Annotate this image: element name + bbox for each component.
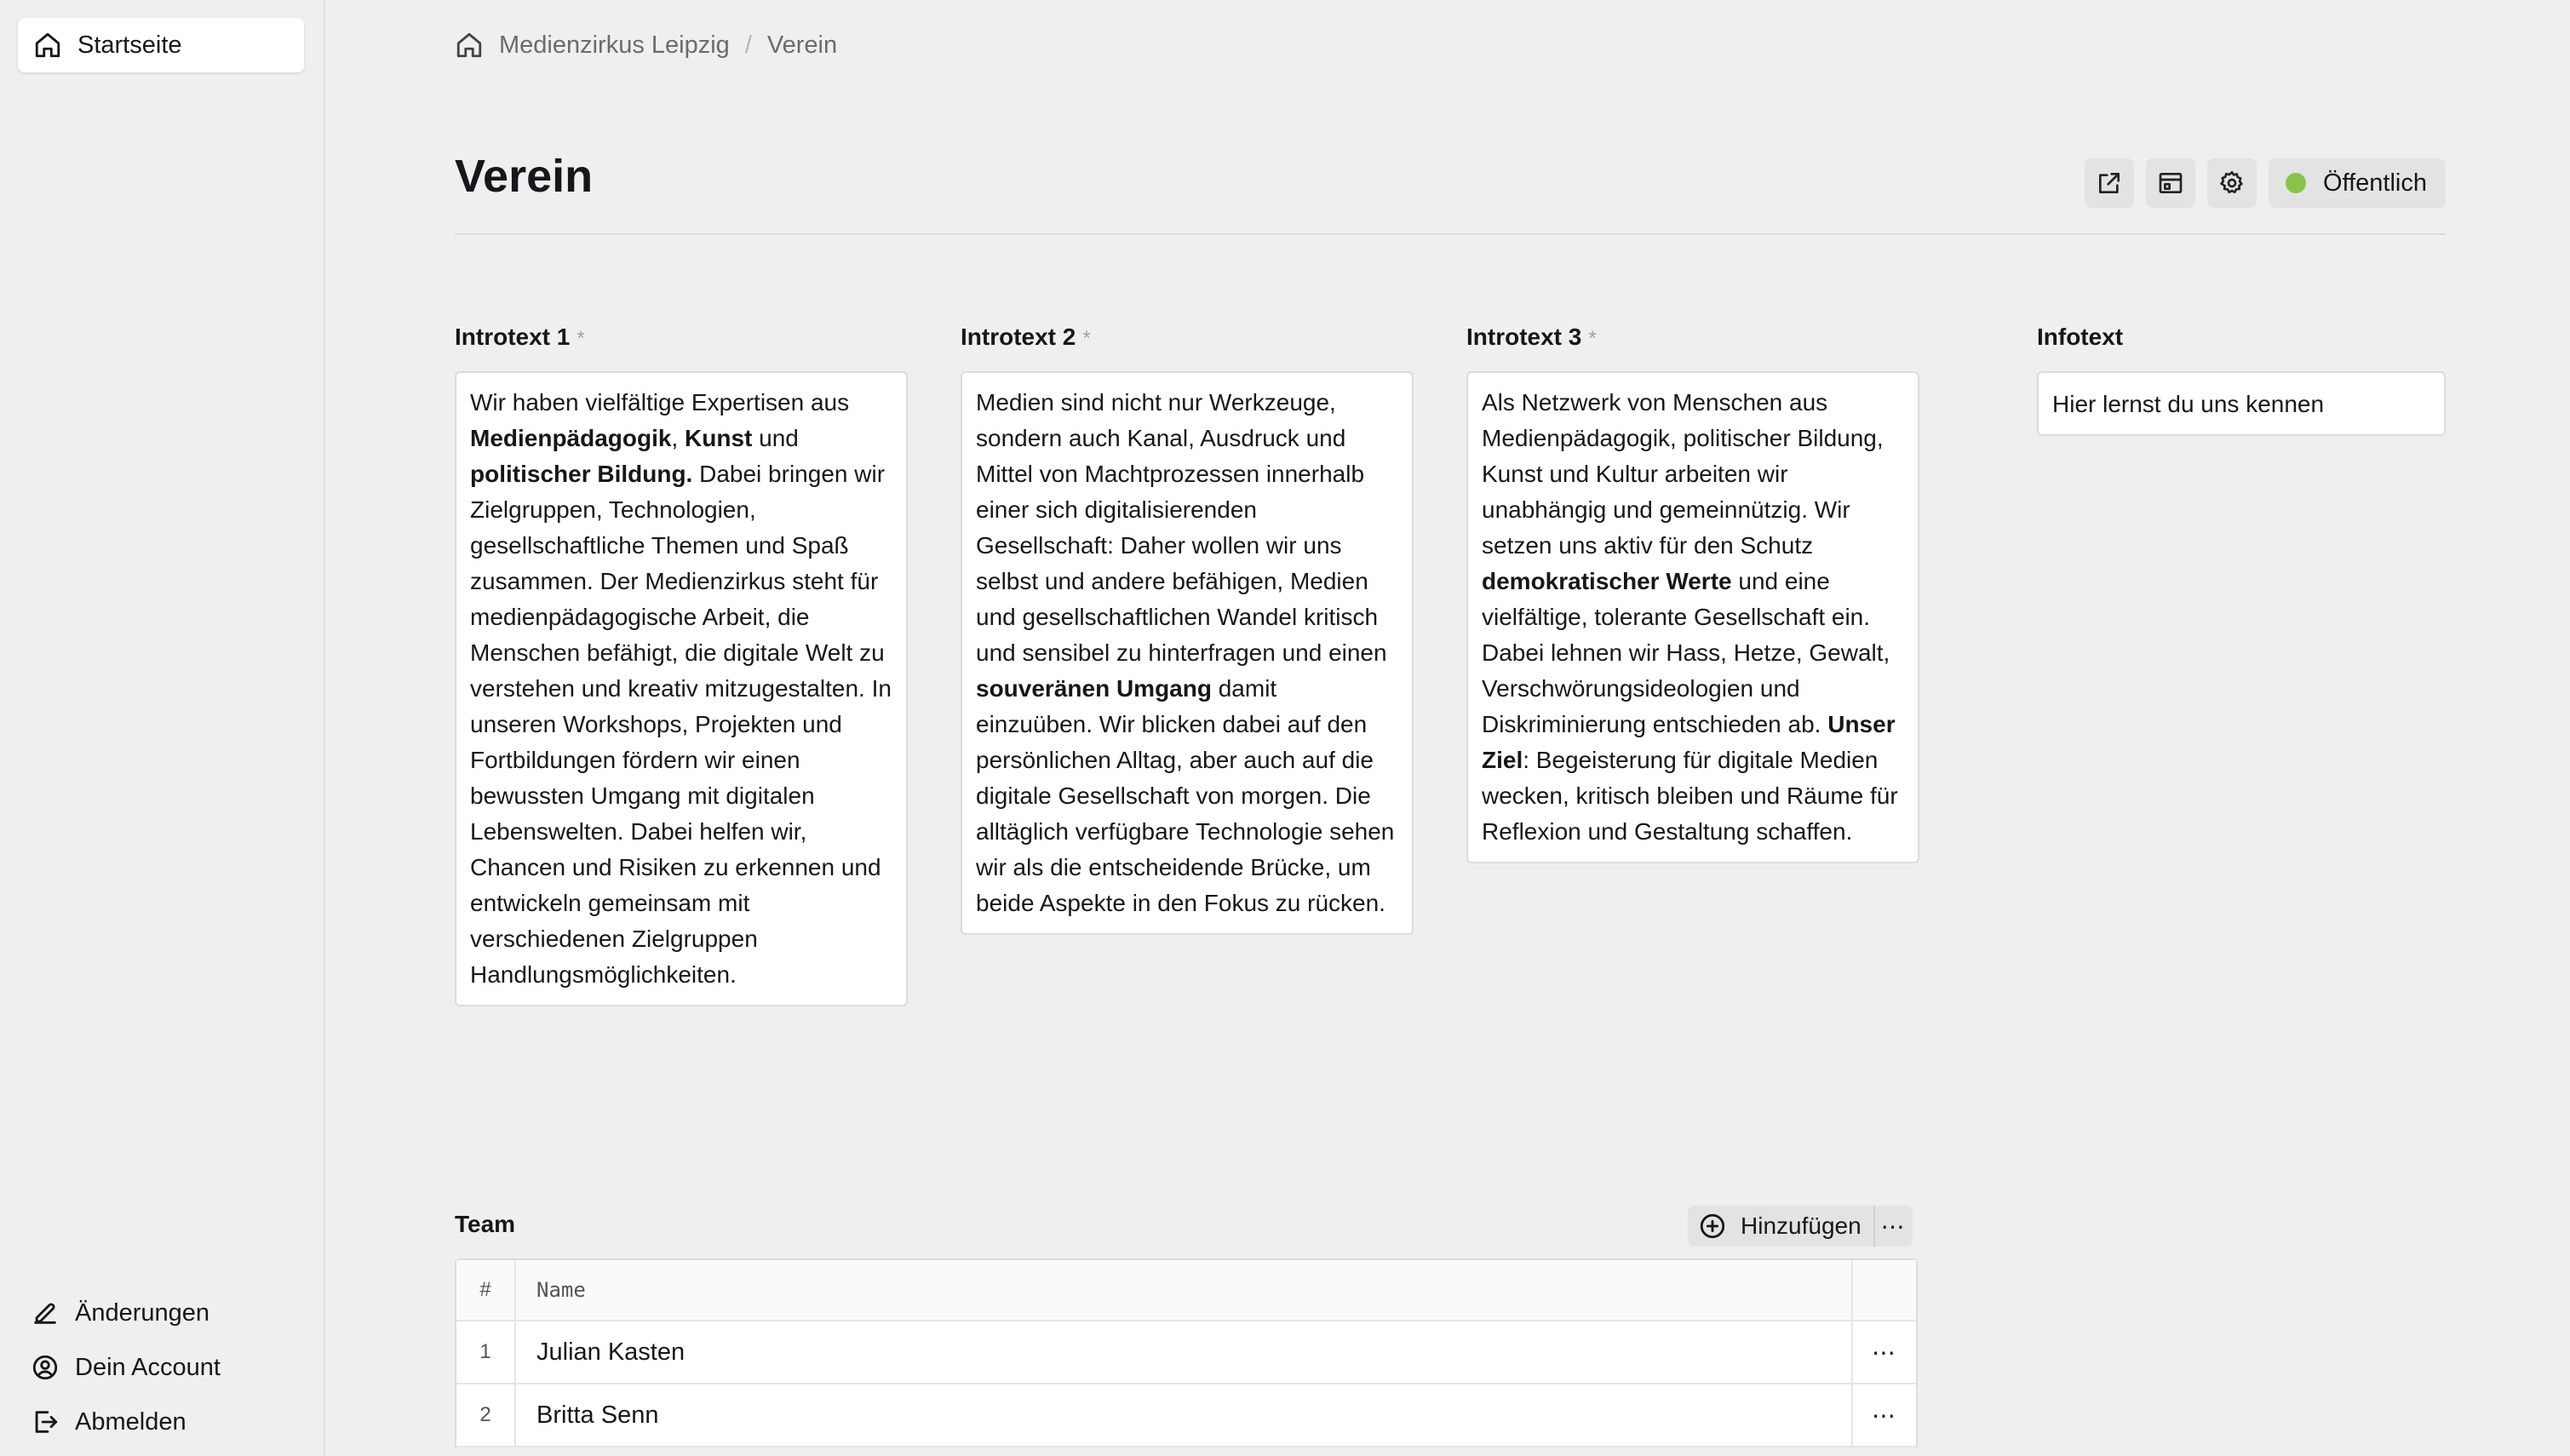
field-label-text: Introtext 1 [455, 324, 571, 350]
sidebar [0, 0, 325, 1456]
logout-icon [31, 1407, 60, 1436]
bold-text-run: demokratischer Werte [1482, 568, 1732, 594]
field-label-text: Introtext 3 [1466, 324, 1582, 350]
bold-text-run: Unser Ziel [1482, 711, 1896, 773]
preview-button[interactable] [2146, 158, 2195, 208]
field-label-text: Infotext [2037, 324, 2124, 350]
text-run: Medien sind nicht nur Werkzeuge, sondern auch Kanal, Ausdruck und Mittel von Machtprozessen innerhalb einer sich digitalisierenden Gesellschaft: Daher wollen wir uns selbst und andere befähigen, Medien und gesellschaftlichen Wandel kritisch und sensibel zu hinterfragen und einen [976, 389, 1387, 666]
breadcrumb-site-link[interactable]: Medienzirkus Leipzig [499, 31, 730, 59]
bold-text-run: souveränen Umgang [976, 675, 1212, 702]
row-number: 2 [456, 1384, 516, 1446]
page-title: Verein [455, 151, 594, 202]
plus-circle-icon [1698, 1212, 1727, 1241]
team-table [455, 1258, 1918, 1447]
preview-window-icon [2157, 169, 2184, 197]
introtext-2-editor[interactable] [961, 371, 1414, 935]
status-dot [2286, 173, 2306, 193]
sidebar-item-logout[interactable] [31, 1395, 221, 1449]
breadcrumb-separator: / [744, 31, 752, 59]
column-header-name: Name [516, 1260, 1853, 1320]
sidebar-item-account[interactable] [31, 1340, 221, 1395]
header-divider [455, 233, 2446, 235]
column-header-options [1853, 1260, 1916, 1320]
text-run: und eine vielfältige, tolerante Gesellschaft ein. Dabei lehnen wir Hass, Hetze, Gewalt, Verschwörungsideologien und Diskriminierung entschieden ab. [1482, 568, 1890, 737]
field-label-text: Introtext 2 [961, 324, 1076, 350]
sidebar-item-label: Startseite [77, 31, 182, 59]
breadcrumb-current[interactable]: Verein [766, 31, 838, 59]
row-name[interactable]: Britta Senn [516, 1384, 1853, 1446]
team-actions [1688, 1206, 1913, 1247]
page-toolbar [2085, 158, 2446, 208]
text-run: Dabei bringen wir Zielgruppen, Technologien, gesellschaftliche Themen und Spaß zusammen. Der Medienzirkus steht für medienpädagogische Arbeit, die Menschen befähigt, die digitale Welt zu verstehen und kreativ mitzugestalten. In unseren Workshops, Projekten und Fortbildungen fördern wir einen bewussten Umgang mit digitalen Lebenswelten. Dabei helfen wir, Chancen und Risiken zu erkennen und entwickeln gemeinsam mit verschiedenen Zielgruppen Handlungsmöglichkeiten. [470, 461, 892, 988]
required-mark: * [1082, 327, 1091, 350]
sidebar-item-changes[interactable] [31, 1286, 221, 1340]
breadcrumb [455, 28, 837, 62]
bold-text-run: politischer Bildung. [470, 461, 693, 487]
text-run: , [671, 425, 686, 451]
team-more-button[interactable]: ⋯ [1880, 1212, 1907, 1240]
gear-icon [2218, 169, 2246, 197]
bold-text-run: Kunst [685, 425, 753, 451]
text-run: Als Netzwerk von Menschen aus Medienpädagogik, politischer Bildung, Kunst und Kultur arbeiten wir unabhängig und gemeinnützig. Wir setzen uns aktiv für den Schutz [1482, 389, 1884, 559]
user-circle-icon [31, 1353, 60, 1382]
row-options-button[interactable]: ⋯ [1872, 1338, 1897, 1366]
infotext-value: Hier lernst du uns kennen [2052, 391, 2325, 417]
add-button-label: Hinzufügen [1741, 1212, 1862, 1239]
introtext-3-editor[interactable] [1466, 371, 1919, 863]
required-mark: * [577, 327, 585, 350]
sidebar-item-label: Dein Account [75, 1353, 221, 1381]
add-team-member-button[interactable] [1688, 1206, 1875, 1247]
main-content [455, 0, 2446, 1456]
introtext-1-editor[interactable] [455, 371, 908, 1006]
table-header-row [456, 1260, 1916, 1321]
row-options-button[interactable]: ⋯ [1872, 1402, 1897, 1429]
sidebar-item-label: Änderungen [75, 1298, 210, 1327]
sidebar-item-label: Abmelden [75, 1407, 186, 1436]
text-run: : Begeisterung für digitale Medien wecken, kritisch bleiben und Räume für Reflexion und Gestaltung schaffen. [1482, 747, 1898, 845]
text-run: damit einzuüben. Wir blicken dabei auf den persönlichen Alltag, aber auch auf die digitale Gesellschaft von morgen. Die alltäglich verfügbare Technologie sehen wir als die entscheidende Brücke, um beide Aspekte in den Fokus zu rücken. [976, 675, 1395, 916]
row-number: 1 [456, 1321, 516, 1383]
text-run: Wir haben vielfältige Expertisen aus [470, 389, 850, 416]
open-page-button[interactable] [2085, 158, 2134, 208]
table-row[interactable] [456, 1384, 1916, 1447]
required-mark: * [1588, 327, 1597, 350]
home-icon[interactable] [455, 31, 484, 60]
bold-text-run: Medienpädagogik [470, 425, 672, 451]
settings-button[interactable] [2207, 158, 2257, 208]
field-label-infotext [2037, 324, 2123, 351]
field-label-introtext-2 [961, 324, 1091, 351]
row-name[interactable]: Julian Kasten [516, 1321, 1853, 1383]
column-header-number: # [456, 1260, 516, 1320]
pencil-icon [31, 1298, 60, 1327]
sidebar-bottom-nav [31, 1286, 221, 1449]
external-link-icon [2096, 169, 2123, 197]
table-row[interactable] [456, 1321, 1916, 1384]
field-label-introtext-1 [455, 324, 585, 351]
sidebar-item-home[interactable] [18, 18, 304, 72]
text-run: und [752, 425, 799, 451]
home-icon [33, 31, 62, 60]
status-button[interactable] [2269, 158, 2446, 208]
status-label: Öffentlich [2323, 169, 2427, 197]
field-label-introtext-3 [1466, 324, 1597, 351]
infotext-input[interactable] [2037, 371, 2446, 436]
team-section-label: Team [455, 1211, 516, 1237]
